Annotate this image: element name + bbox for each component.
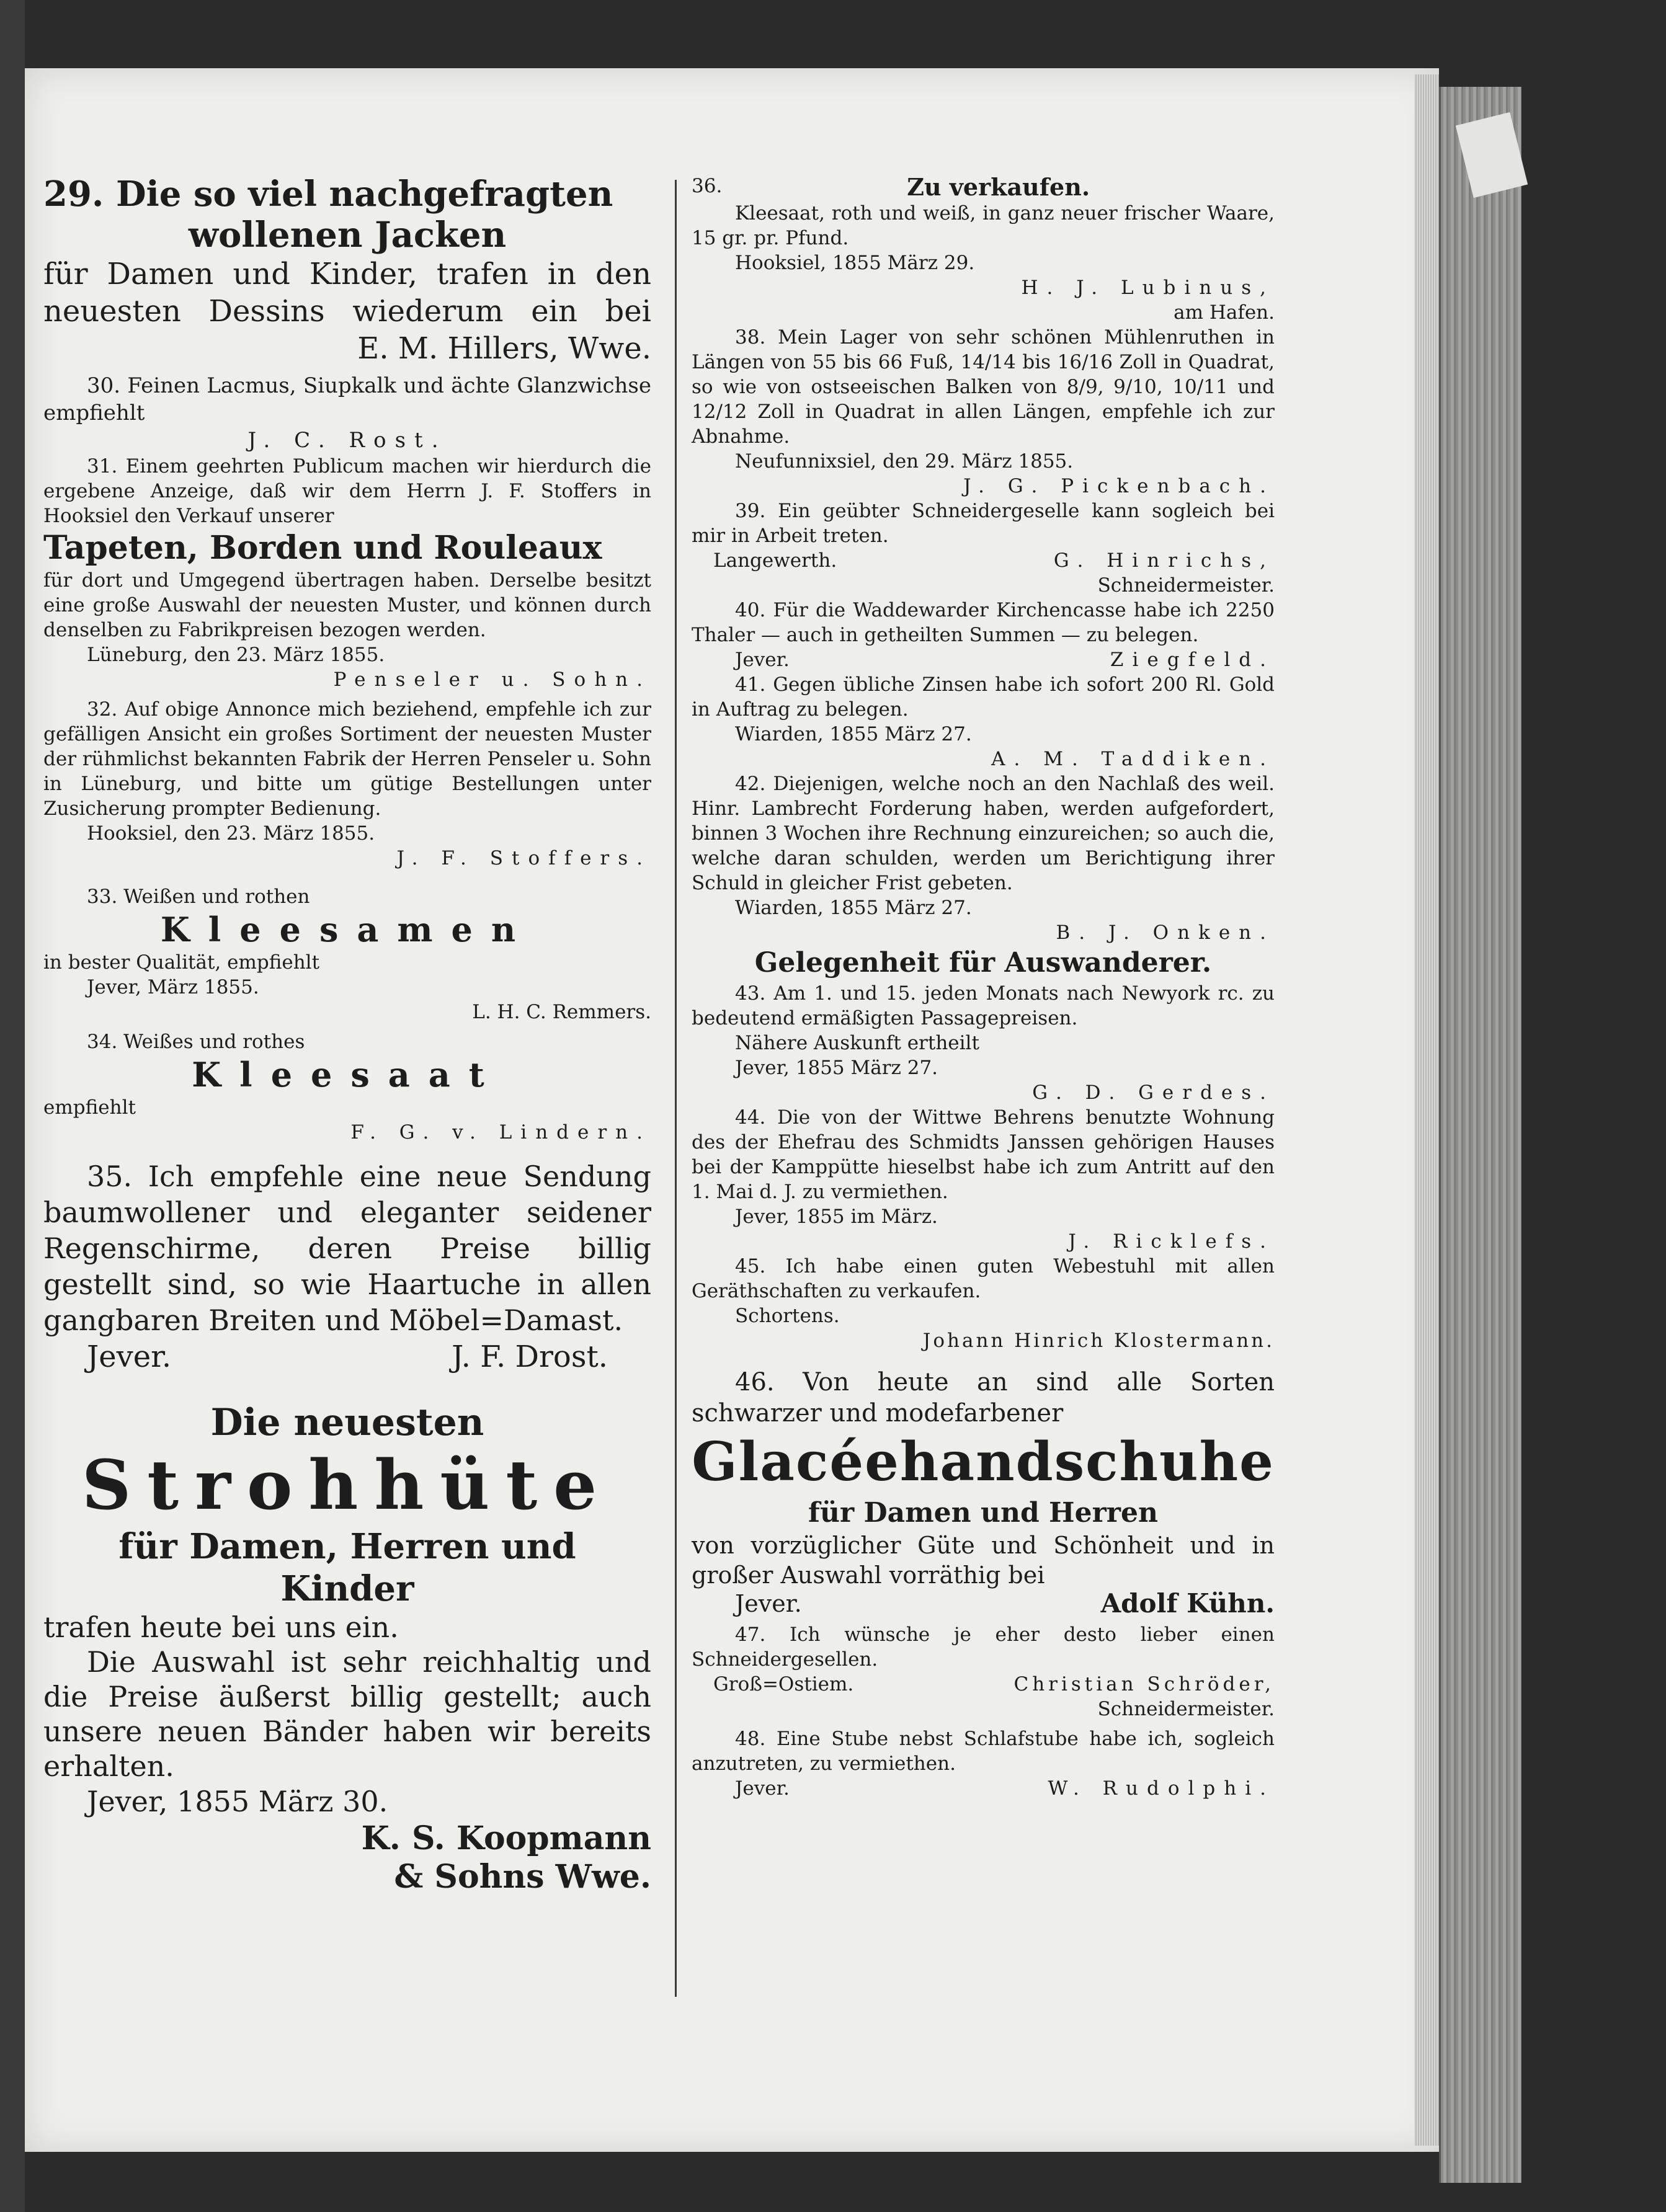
- ad-40-signature: Ziegfeld.: [1110, 649, 1275, 671]
- ad-35: [43, 1158, 651, 1375]
- ad-43-title: Gelegenheit für Auswanderer.: [754, 947, 1212, 979]
- book-cover-edge: [1439, 87, 1521, 2183]
- ad-32-signature: J. F. Stoffers.: [396, 847, 651, 869]
- column-rule: [675, 180, 677, 1997]
- ad-31-place: Lüneburg, den 23. März 1855.: [87, 644, 385, 666]
- ad-45: [692, 1254, 1275, 1353]
- ad-33: [43, 884, 651, 1024]
- ad-36-text: Kleesaat, roth und weiß, in ganz neuer frischer Waare, 15 gr. pr. Pfund.: [692, 202, 1275, 249]
- ad-29-line2: wollenen Jacken: [188, 215, 507, 255]
- hats-line4: trafen heute bei uns ein.: [43, 1610, 399, 1644]
- ad-36-signature: H. J. Lubinus,: [1021, 277, 1275, 299]
- ad-39-place: Langewerth.: [713, 549, 837, 572]
- ad-31-signature: Penseler u. Sohn.: [333, 668, 651, 691]
- ad-36-header: [692, 174, 1275, 201]
- ad-29-headline: [43, 174, 651, 215]
- ad-48-place: Jever.: [735, 1777, 790, 1800]
- ad-29-line1: Die so viel nachgefragten: [115, 174, 613, 215]
- ad-43-signature: G. D. Gerdes.: [1032, 1082, 1275, 1104]
- ad-29-signature: E. M. Hillers, Wwe.: [357, 331, 651, 366]
- hats-line3: Kinder: [280, 1568, 414, 1609]
- ad-33-line1: 33. Weißen und rothen: [87, 886, 310, 908]
- ad-34-display: Kleesaat: [192, 1055, 503, 1095]
- ad-35-place: Jever.: [87, 1339, 172, 1374]
- hats-display: Strohhüte: [81, 1445, 613, 1525]
- ad-29-line3: für Damen und Kinder, trafen in den: [43, 257, 651, 291]
- ad-39-text: 39. Ein geübter Schneidergeselle kann sogleich bei mir in Arbeit treten.: [692, 500, 1275, 547]
- ad-31-text1: 31. Einem geehrten Publicum machen wir hierdurch die ergebene Anzeige, daß wir dem Herrn J. F. Stoffers in Hooksiel den Verkauf unserer: [43, 455, 651, 527]
- ad-38-text: 38. Mein Lager von sehr schönen Mühlenruthen in Längen von 55 bis 66 Fuß, 14/14 bis 16/16 Zoll in Quadrat, so wie von ostseeischen Balken von 8/9, 9/10, 10/11 und 12/12 Zoll in Quadrat in allen Längen, empfehle ich zur Abnahme.: [692, 326, 1275, 448]
- ad-46-line2: für Damen und Herren: [808, 1497, 1158, 1529]
- ad-33-display: Kleesamen: [160, 910, 535, 949]
- ad-42-place: Wiarden, 1855 März 27.: [735, 897, 972, 919]
- ad-41-place: Wiarden, 1855 März 27.: [735, 723, 972, 745]
- ad-40-place: Jever.: [735, 649, 790, 671]
- ad-48-footer: [692, 1776, 1275, 1801]
- left-column: [43, 174, 651, 1896]
- ad-number: 36.: [692, 175, 723, 197]
- ad-31: [43, 454, 651, 692]
- ad-31-display: Tapeten, Borden und Rouleaux: [43, 529, 602, 567]
- hats-signature2: & Sohns Wwe.: [394, 1858, 651, 1896]
- ad-38: [692, 325, 1275, 499]
- ad-35-footer: [43, 1338, 651, 1375]
- ad-39-signature: G. Hinrichs,: [1053, 549, 1275, 572]
- ad-43: [692, 945, 1275, 1105]
- ad-34-signature: F. G. v. Lindern.: [350, 1121, 651, 1144]
- ad-33-line2: in bester Qualität, empfiehlt: [43, 951, 320, 974]
- ad-46-footer: [692, 1590, 1275, 1617]
- ad-45-text: 45. Ich habe einen guten Webestuhl mit allen Geräthschaften zu verkaufen.: [692, 1255, 1275, 1302]
- ad-35-text: 35. Ich empfehle eine neue Sendung baumwollener und eleganter seidener Regenschirme, deren Preise billig gestellt sind, so wie Haartuche in allen gangbaren Breiten und Möbel=Damast.: [43, 1160, 651, 1337]
- ad-36: [692, 174, 1275, 325]
- ad-48: [692, 1726, 1275, 1801]
- ad-47-text: 47. Ich wünsche je eher desto lieber einen Schneidergesellen.: [692, 1623, 1275, 1671]
- ad-43-place: Jever, 1855 März 27.: [735, 1057, 938, 1079]
- hats-place: Jever, 1855 März 30.: [87, 1785, 388, 1818]
- ad-47-signature2: Schneidermeister.: [1097, 1698, 1275, 1720]
- ad-47: [692, 1622, 1275, 1721]
- ad-48-text: 48. Eine Stube nebst Schlafstube habe ich, sogleich anzutreten, zu vermiethen.: [692, 1728, 1275, 1775]
- ad-30: [43, 372, 651, 454]
- ad-46-place: Jever.: [735, 1590, 802, 1617]
- ad-35-signature: J. F. Drost.: [452, 1339, 608, 1374]
- ad-33-place: Jever, März 1855.: [87, 976, 259, 998]
- ad-40-footer: [692, 647, 1275, 672]
- right-column: [692, 174, 1275, 1801]
- ad-44-text: 44. Die von der Wittwe Behrens benutzte Wohnung des der Ehefrau des Schmidts Janssen gehörigen Hauses bei der Kamppütte hieselbst habe ich zum Antritt auf den 1. Mai d. J. zu vermiethen.: [692, 1106, 1275, 1203]
- ad-42-signature: B. J. Onken.: [1056, 922, 1275, 944]
- ad-31-text2: für dort und Umgegend übertragen haben. Derselbe besitzt eine große Auswahl der neuesten Muster, und können durch denselben zu Fabrikpreisen bezogen werden.: [43, 569, 651, 641]
- ad-39-footer: [692, 548, 1275, 573]
- ad-43-text: 43. Am 1. und 15. jeden Monats nach Newyork rc. zu bedeutend ermäßigten Passagepreisen.: [692, 982, 1275, 1029]
- ad-47-footer: [692, 1672, 1275, 1697]
- ad-46-text2: von vorzüglicher Güte und Schönheit und in großer Auswahl vorräthig bei: [692, 1532, 1275, 1589]
- ad-33-signature: L. H. C. Remmers.: [472, 1001, 651, 1023]
- ad-40: [692, 598, 1275, 672]
- ad-44: [692, 1105, 1275, 1254]
- ad-36-place: Hooksiel, 1855 März 29.: [735, 252, 975, 274]
- hats-signature1: K. S. Koopmann: [361, 1819, 651, 1857]
- ad-38-signature: J. G. Pickenbach.: [963, 475, 1275, 497]
- ad-36-signature2: am Hafen.: [1174, 301, 1275, 324]
- ad-38-place: Neufunnixsiel, den 29. März 1855.: [735, 450, 1074, 473]
- ad-34-line1: 34. Weißes und rothes: [87, 1031, 305, 1053]
- ad-number: 29.: [43, 174, 104, 215]
- ad-30-signature: J. C. Rost.: [247, 428, 447, 453]
- ad-45-signature: Johann Hinrich Klostermann.: [922, 1330, 1275, 1352]
- hats-line1: Die neuesten: [210, 1401, 484, 1444]
- page-gutter: [0, 0, 25, 2212]
- ad-42: [692, 771, 1275, 945]
- ad-46-display: Glacéehandschuhe: [692, 1431, 1275, 1493]
- ad-36-title: Zu verkaufen.: [907, 173, 1090, 201]
- ad-34-line2: empfiehlt: [43, 1096, 136, 1119]
- ad-41: [692, 672, 1275, 771]
- ad-47-place: Groß=Ostiem.: [713, 1673, 854, 1695]
- ad-39-signature2: Schneidermeister.: [1097, 574, 1275, 597]
- ad-34: [43, 1029, 651, 1145]
- ad-43-text2: Nähere Auskunft ertheilt: [735, 1032, 979, 1054]
- hats-text: Die Auswahl ist sehr reichhaltig und die Preise äußerst billig gestellt; auch unsere neuen Bänder haben wir bereits erhalten.: [43, 1645, 651, 1783]
- ad-47-signature: Christian Schröder,: [1013, 1673, 1275, 1695]
- ad-41-text: 41. Gegen übliche Zinsen habe ich sofort 200 Rl. Gold in Auftrag zu belegen.: [692, 673, 1275, 721]
- ad-32: [43, 697, 651, 871]
- ad-46: [692, 1367, 1275, 1617]
- ad-44-signature: J. Ricklefs.: [1068, 1230, 1275, 1253]
- ad-44-place: Jever, 1855 im März.: [735, 1206, 938, 1228]
- ad-48-signature: W. Rudolphi.: [1048, 1777, 1275, 1800]
- ad-32-place: Hooksiel, den 23. März 1855.: [87, 822, 375, 845]
- page-fore-edge: [1414, 74, 1439, 2146]
- ad-46-signature: Adolf Kühn.: [1100, 1588, 1275, 1619]
- ad-32-text: 32. Auf obige Annonce mich beziehend, empfehle ich zur gefälligen Ansicht ein großes Sortiment der neuesten Muster der rühmlichst bekannten Fabrik der Herren Penseler u. Sohn in Lüneburg, und bitte um gütige Bestellungen unter Zusicherung prompter Bedienung.: [43, 698, 652, 820]
- ad-41-signature: A. M. Taddiken.: [991, 748, 1275, 770]
- ad-30-text: 30. Feinen Lacmus, Siupkalk und ächte Glanzwichse empfiehlt: [43, 373, 651, 425]
- ad-29-line4: neuesten Dessins wiederum ein bei: [43, 294, 651, 329]
- ad-39: [692, 499, 1275, 598]
- ad-46-text: 46. Von heute an sind alle Sorten schwarzer und modefarbener: [692, 1368, 1275, 1428]
- ad-40-text: 40. Für die Waddewarder Kirchencasse habe ich 2250 Thaler — auch in getheilten Summen — zu belegen.: [692, 599, 1275, 646]
- ad-45-place: Schortens.: [735, 1305, 840, 1327]
- hats-line2: für Damen, Herren und: [118, 1526, 576, 1567]
- ad-straw-hats: [43, 1400, 651, 1896]
- ad-29: [43, 174, 651, 367]
- ad-42-text: 42. Diejenigen, welche noch an den Nachlaß des weil. Hinr. Lambrecht Forderung haben, werden aufgefordert, binnen 3 Wochen ihre Rechnung einzureichen; so auch die, welche daran schulden, werden um Berichtigung ihrer Schuld in gleicher Frist gebeten.: [692, 773, 1275, 894]
